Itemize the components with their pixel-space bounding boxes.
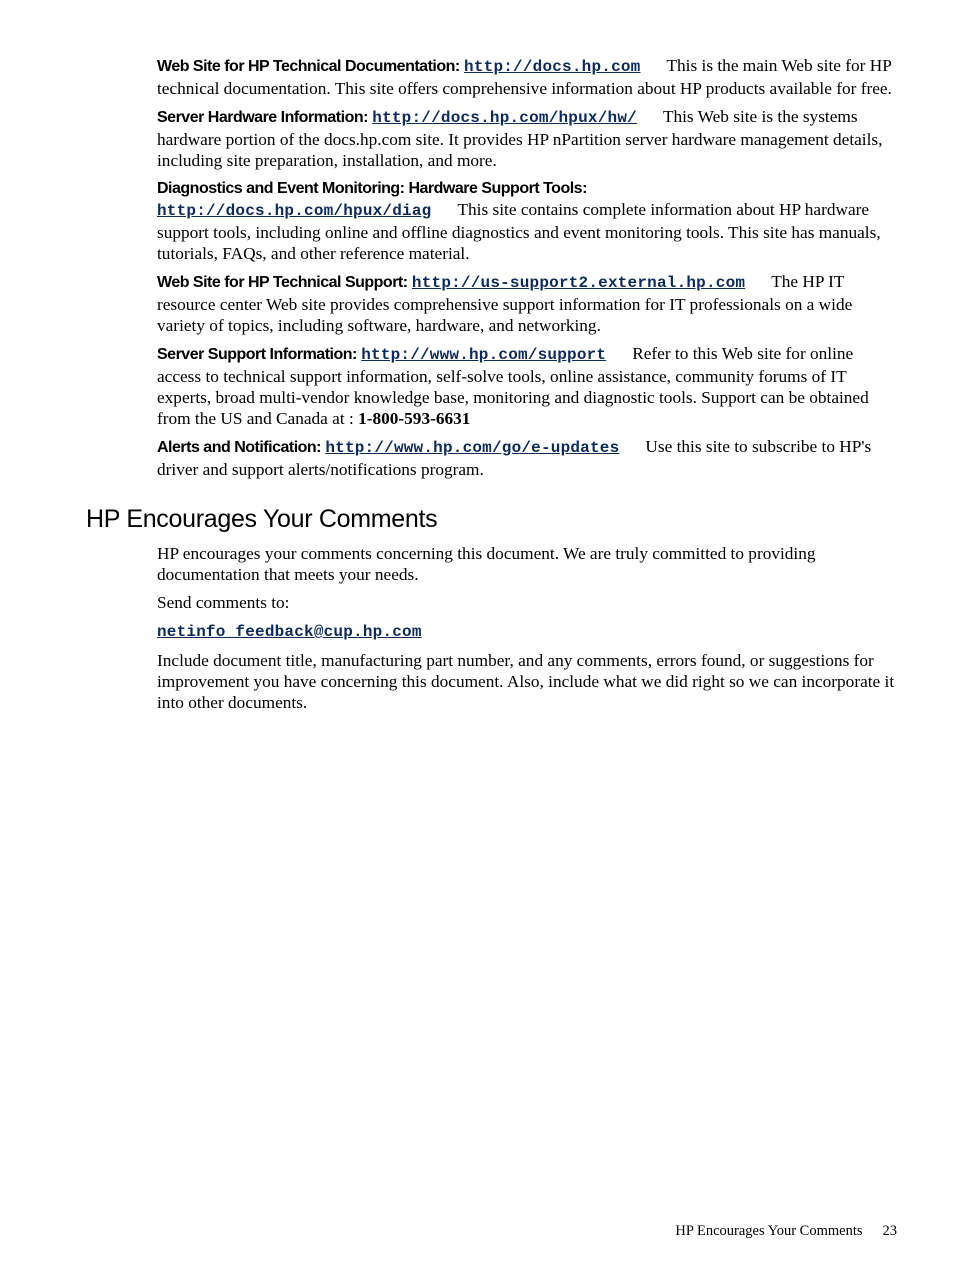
footer-title: HP Encourages Your Comments — [675, 1223, 863, 1239]
entry-alerts-notification — [157, 436, 897, 480]
feedback-email-link[interactable]: netinfo_feedback@cup.hp.com — [157, 623, 422, 641]
entry-term: Alerts and Notification: — [157, 439, 322, 456]
entry-description: Use this site to subscribe to HP's driver and support alerts/notifications program. — [157, 437, 872, 479]
comments-instructions-paragraph: Include document title, manufacturing part number, and any comments, errors found, or suggestions for improvement you have concerning this document. Also, include what we did right so we can incorporate it into other documents. — [157, 651, 895, 712]
entry-description: The HP IT resource center Web site provides comprehensive support information for IT professionals on a wide variety of topics, including software, hardware, and networking. — [157, 272, 853, 335]
support-phone-number: 1-800-593-6631 — [358, 409, 471, 428]
us-support-link[interactable]: http://us-support2.external.hp.com — [411, 274, 746, 292]
e-updates-link[interactable]: http://www.hp.com/go/e-updates — [325, 439, 620, 457]
docs-hp-link[interactable]: http://docs.hp.com — [464, 58, 641, 76]
hpux-hw-link[interactable]: http://docs.hp.com/hpux/hw/ — [372, 109, 637, 127]
entry-term: Web Site for HP Technical Support: — [157, 274, 408, 291]
entry-description: This is the main Web site for HP technical documentation. This site offers comprehensive information about HP products available for free. — [157, 56, 892, 98]
entry-term: Server Support Information: — [157, 346, 357, 363]
entry-server-support-information — [157, 343, 897, 429]
hp-support-link[interactable]: http://www.hp.com/support — [361, 346, 607, 364]
hpux-diag-link[interactable]: http://docs.hp.com/hpux/diag — [157, 202, 432, 220]
entry-server-hardware-information — [157, 106, 897, 171]
reference-list — [157, 55, 897, 487]
entry-description: This Web site is the systems hardware portion of the docs.hp.com site. It provides HP nPartition server hardware management details, including site preparation, installation, and more. — [157, 107, 883, 170]
entry-term: Server Hardware Information: — [157, 109, 368, 126]
entry-description: This site contains complete information about HP hardware support tools, including online and offline diagnostics and event monitoring tools. This site has manuals, tutorials, FAQs, and other reference material. — [157, 200, 881, 263]
entry-hp-technical-documentation — [157, 55, 897, 99]
comments-intro-paragraph: HP encourages your comments concerning this document. We are truly committed to providing documentation that meets your needs. — [157, 544, 816, 584]
entry-diagnostics-event-monitoring — [157, 178, 897, 264]
page-number: 23 — [882, 1223, 897, 1239]
send-comments-label: Send comments to: — [157, 593, 290, 612]
entry-term: Diagnostics and Event Monitoring: Hardware Support Tools: — [157, 180, 587, 197]
feedback-email-row — [157, 620, 897, 643]
entry-description: Refer to this Web site for online access to technical support information, self-solve tools, online assistance, community forums of IT experts, broad multi-vendor knowledge base, monitoring and diagnostic tools. Support can be obtained from the US and Canada at : — [157, 344, 869, 428]
section-heading: HP Encourages Your Comments — [86, 505, 438, 533]
entry-hp-technical-support — [157, 271, 897, 336]
entry-term: Web Site for HP Technical Documentation: — [157, 58, 460, 75]
page-footer — [600, 1222, 897, 1240]
comments-section — [157, 543, 897, 720]
